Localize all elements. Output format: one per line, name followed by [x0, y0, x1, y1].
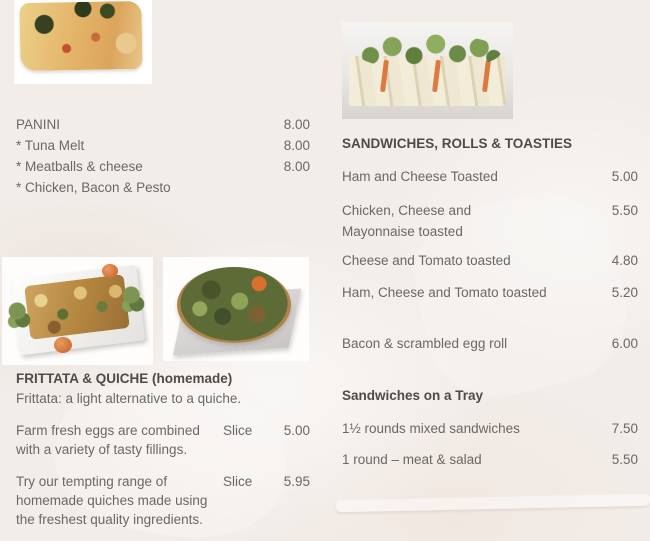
- garnish-greens-image: [356, 34, 501, 70]
- tray-section-heading: Sandwiches on a Tray: [342, 388, 484, 403]
- tomato-garnish-image: [102, 264, 118, 278]
- item-name: * Meatballs & cheese: [16, 159, 143, 174]
- panini-section: [16, 114, 310, 198]
- item-unit: Slice: [223, 423, 253, 438]
- menu-item: [342, 418, 638, 439]
- menu-item: [342, 449, 638, 470]
- quiche-image: [177, 267, 291, 343]
- round-quiche-photo: [163, 257, 309, 361]
- frittata-section-heading: FRITTATA & QUICHE (homemade): [16, 371, 233, 386]
- menu-item: [16, 114, 310, 135]
- menu-item: [16, 156, 310, 177]
- item-price: 5.50: [611, 452, 638, 467]
- item-price: 6.00: [611, 336, 638, 351]
- menu-item: [342, 282, 638, 303]
- item-price: 7.50: [611, 421, 638, 436]
- item-price: 8.00: [283, 159, 310, 174]
- frittata-tray-photo: [2, 257, 153, 365]
- sandwiches-section-heading: SANDWICHES, ROLLS & TOASTIES: [342, 136, 573, 151]
- menu-item: [16, 421, 310, 459]
- item-price: 5.50: [611, 203, 638, 218]
- item-description: Try our tempting range of homemade quiches made using the freshest quality ingredients.: [16, 474, 208, 527]
- item-name: 1½ rounds mixed sandwiches: [342, 421, 520, 436]
- background-watermark: [336, 494, 650, 513]
- item-description: Farm fresh eggs are combined with a variety of tasty fillings.: [16, 423, 200, 457]
- item-price: 8.00: [283, 138, 310, 153]
- menu-item: [342, 333, 638, 354]
- garnish-greens-image: [6, 299, 34, 329]
- item-unit: Slice: [223, 474, 253, 489]
- item-name: * Chicken, Bacon & Pesto: [16, 180, 171, 195]
- item-price: 5.20: [611, 285, 638, 300]
- menu-item: [16, 472, 310, 529]
- menu-item: [342, 166, 638, 187]
- sandwich-platter-photo: [342, 22, 513, 119]
- item-name: Ham and Cheese Toasted: [342, 169, 498, 184]
- item-price: 5.00: [611, 169, 638, 184]
- item-price: 5.00: [283, 423, 310, 438]
- item-price: 8.00: [283, 117, 310, 132]
- item-price: 4.80: [611, 253, 638, 268]
- item-name: PANINI: [16, 117, 61, 132]
- panini-photo: [14, 0, 152, 84]
- item-name: Chicken, Cheese and Mayonnaise toasted: [342, 203, 472, 239]
- menu-item: [16, 177, 310, 198]
- menu-item: [16, 135, 310, 156]
- tomato-garnish-image: [54, 337, 72, 353]
- frittata-section-subheading: Frittata: a light alternative to a quiche.: [16, 391, 242, 406]
- item-name: * Tuna Melt: [16, 138, 85, 153]
- item-name: Ham, Cheese and Tomato toasted: [342, 285, 547, 300]
- item-name: Bacon & scrambled egg roll: [342, 336, 508, 351]
- item-price: 5.95: [283, 474, 310, 489]
- item-name: 1 round – meat & salad: [342, 452, 482, 467]
- panini-slice-image: [19, 1, 142, 71]
- garnish-greens-image: [120, 283, 148, 313]
- item-name: Cheese and Tomato toasted: [342, 253, 511, 268]
- menu-item: [342, 250, 638, 271]
- menu-item: [342, 200, 638, 242]
